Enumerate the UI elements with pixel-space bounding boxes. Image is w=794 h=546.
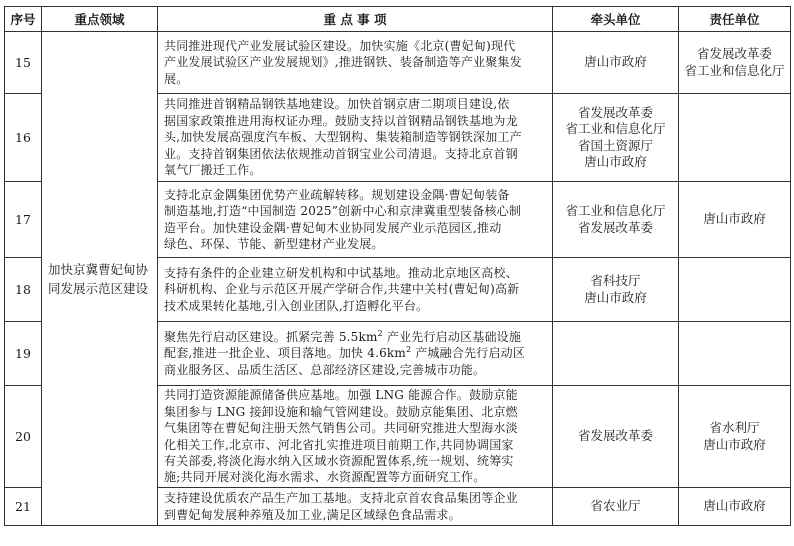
- lead-unit: 省发展改革委: [577, 428, 653, 444]
- row-number: 18: [5, 258, 42, 322]
- resp-unit-cell: [679, 94, 791, 182]
- row-number: 21: [5, 488, 42, 526]
- lead-unit: 省发展改革委: [577, 104, 653, 120]
- header-no: 序号: [5, 7, 42, 32]
- row-number: 16: [5, 94, 42, 182]
- row-number: 15: [5, 32, 42, 94]
- resp-unit-cell: [679, 32, 791, 94]
- key-tasks-table: [4, 6, 791, 526]
- task-line: 共同推进首钢精品钢铁基地建设。加快首钢京唐二期项目建设,依: [164, 97, 510, 112]
- lead-unit: 省工业和信息化厅: [565, 121, 666, 136]
- task-line: 气集团等在曹妃甸注册天然气销售公司。共同研究推进大型海水淡: [164, 421, 518, 436]
- header-area: 重点领域: [42, 7, 158, 32]
- resp-unit-cell: [679, 322, 791, 386]
- lead-unit: 唐山市政府: [584, 154, 647, 169]
- task-line: 制造基地,打造“中国制造 2025”创新中心和京津冀重型装备核心制: [164, 204, 522, 219]
- lead-unit: 省科技厅: [590, 273, 641, 288]
- table-row: [5, 32, 791, 94]
- key-area-cell: [42, 32, 158, 526]
- task-line: 业。支持首钢集团依法依规推动首钢宝业公司清退。支持北京首钢: [164, 146, 518, 161]
- resp-unit-cell: [679, 258, 791, 322]
- row-number: 19: [5, 322, 42, 386]
- task-line: 施;共同开展对淡化海水需求、水资源配置等方面研究工作。: [164, 470, 486, 485]
- task-line: 据国家政策推进用海权证办理。鼓励支持以首钢精品钢铁基地为龙: [164, 113, 518, 128]
- lead-unit: 省农业厅: [590, 498, 641, 514]
- header-item: 重 点 事 项: [158, 7, 553, 32]
- lead-unit-cell: [553, 322, 679, 386]
- key-area-line: 加快京冀曹妃甸协: [48, 261, 149, 277]
- task-line: 产业发展试验区产业发展规划》,推进钢铁、装备制造等产业聚集发: [164, 55, 522, 70]
- row-number: 17: [5, 182, 42, 258]
- resp-unit: 省工业和信息化厅: [684, 62, 785, 78]
- resp-unit-cell: [679, 386, 791, 488]
- resp-unit: 唐山市政府: [703, 211, 766, 227]
- key-area-line: 同发展示范区建设: [48, 280, 149, 296]
- task-line: 化相关工作,北京市、河北省扎实推进项目前期工作,共同协调国家: [164, 437, 514, 452]
- lead-unit: 唐山市政府: [584, 54, 647, 70]
- task-line: 支持建设优质农产品生产加工基地。支持北京首农食品集团等企业: [164, 491, 518, 506]
- lead-unit: 省发展改革委: [577, 219, 653, 235]
- resp-unit: 唐山市政府: [703, 436, 766, 452]
- task-line: 技术成果转化基地,引入创业团队,打造孵化平台。: [164, 298, 429, 313]
- task-line: 科研机构、企业与示范区开展产学研合作,共建中关村(曹妃甸)高新: [164, 282, 520, 297]
- resp-unit: 唐山市政府: [703, 498, 766, 514]
- task-line: 展。: [164, 71, 189, 86]
- task-line: 聚焦先行启动区建设。抓紧完善 $5.5km^2$ 产业先行启动区基础设施: [164, 328, 522, 344]
- task-line: 商业服务区、品质生活区、总部经济区建设,完善城市功能。: [164, 362, 486, 377]
- task-cell: [158, 32, 553, 94]
- resp-unit-cell: [679, 182, 791, 258]
- task-cell: [158, 258, 553, 322]
- header-lead: 牵头单位: [553, 7, 679, 32]
- lead-unit-cell: [553, 386, 679, 488]
- lead-unit-cell: [553, 32, 679, 94]
- task-line: 支持有条件的企业建立研发机构和中试基地。推动北京地区高校、: [164, 265, 518, 280]
- task-line: 有关部委,将淡化海水纳入区域水资源配置体系,统一规划、统筹实: [164, 453, 514, 468]
- table-header-row: [5, 7, 791, 32]
- resp-unit: 省发展改革委: [696, 46, 772, 61]
- row-number: 20: [5, 386, 42, 488]
- resp-unit-cell: [679, 488, 791, 526]
- lead-unit-cell: [553, 258, 679, 322]
- task-line: 集团参与 LNG 接卸设施和输气管网建设。鼓励京能集团、北京燃: [164, 404, 518, 419]
- lead-unit-cell: [553, 488, 679, 526]
- lead-unit-cell: [553, 182, 679, 258]
- lead-unit: 唐山市政府: [584, 289, 647, 305]
- resp-unit: 省水利厅: [709, 420, 760, 435]
- task-line: 共同打造资源能源储备供应基地。加强 LNG 能源合作。鼓励京能: [164, 388, 518, 403]
- task-cell: [158, 322, 553, 386]
- task-line: 绿色、环保、节能、新型建材产业发展。: [164, 236, 384, 251]
- lead-unit: 省国土资源厅: [577, 137, 653, 153]
- task-cell: [158, 94, 553, 182]
- header-resp: 责任单位: [679, 7, 791, 32]
- task-line: 造平台。加快建设金隅·曹妃甸木业协同发展产业示范园区,推动: [164, 220, 502, 235]
- task-line: 共同推进现代产业发展试验区建设。加快实施《北京(曹妃甸)现代: [164, 38, 516, 53]
- task-cell: [158, 386, 553, 488]
- task-line: 支持北京金隅集团优势产业疏解转移。规划建设金隅·曹妃甸装备: [164, 187, 510, 202]
- lead-unit: 省工业和信息化厅: [565, 203, 666, 218]
- task-line: 头,加快发展高强度汽车板、大型钢构、集装箱制造等钢铁深加工产: [164, 130, 522, 145]
- task-line: 到曹妃甸发展种养殖及加工业,满足区域绿色食品需求。: [164, 507, 461, 522]
- task-cell: [158, 488, 553, 526]
- lead-unit-cell: [553, 94, 679, 182]
- task-cell: [158, 182, 553, 258]
- task-line: 氧气厂搬迁工作。: [164, 163, 262, 178]
- task-line: 配套,推进一批企业、项目落地。加快 $4.6km^2$ 产城融合先行启动区: [164, 345, 526, 361]
